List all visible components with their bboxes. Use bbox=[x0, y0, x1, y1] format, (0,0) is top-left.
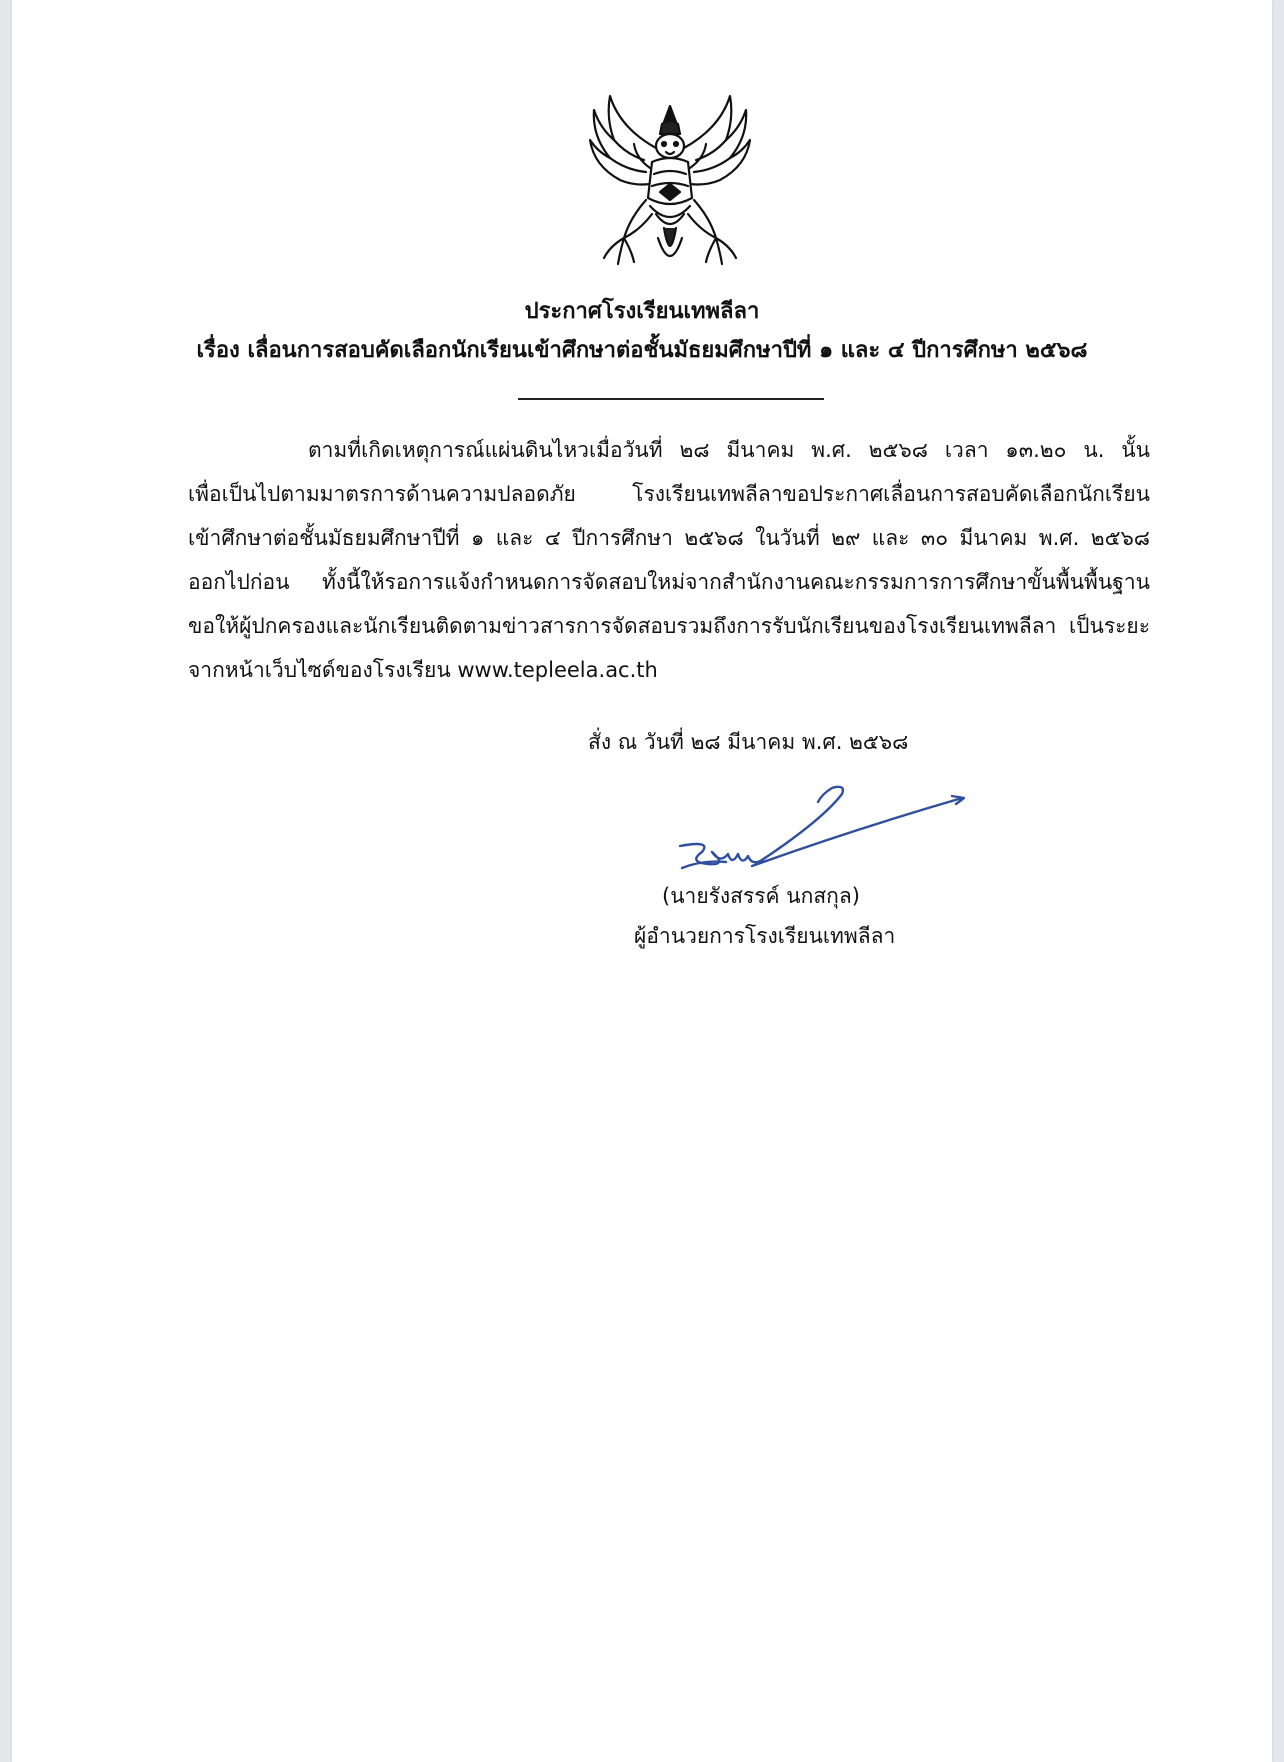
body-line-2: เพื่อเป็นไปตามมาตรการด้านความปลอดภัย โรงเรียนเทพลีลาขอประกาศเลื่อนการสอบคัดเลือกนักเรียน bbox=[188, 482, 1150, 506]
signature-icon bbox=[672, 780, 972, 880]
ordered-date: สั่ง ณ วันที่ ๒๘ มีนาคม พ.ศ. ๒๕๖๘ bbox=[588, 730, 909, 754]
body-line-1: ตามที่เกิดเหตุการณ์แผ่นดินไหวเมื่อวันที่ ๒๘ มีนาคม พ.ศ. ๒๕๖๘ เวลา ๑๓.๒๐ น. นั้น bbox=[308, 438, 1150, 462]
announcement-heading: ประกาศโรงเรียนเทพลีลา bbox=[524, 299, 760, 324]
body-line-5: ขอให้ผู้ปกครองและนักเรียนติดตามข่าวสารการจัดสอบรวมถึงการรับนักเรียนของโรงเรียนเทพลีลา เป็นระยะ bbox=[188, 614, 1150, 638]
garuda-emblem-icon bbox=[580, 88, 760, 278]
announcement-subject: เรื่อง เลื่อนการสอบคัดเลือกนักเรียนเข้าศึกษาต่อชั้นมัธยมศึกษาปีที่ ๑ และ ๔ ปีการศึกษา ๒๕๖๘ bbox=[196, 338, 1088, 363]
body-line-4: ออกไปก่อน ทั้งนี้ให้รอการแจ้งกำหนดการจัดสอบใหม่จากสำนักงานคณะกรรมการการศึกษาขั้นพื้นพื้นฐาน bbox=[188, 570, 1150, 594]
title-divider bbox=[518, 398, 824, 400]
body-line-6: จากหน้าเว็บไซด์ของโรงเรียน www.tepleela.ac.th bbox=[188, 658, 658, 682]
signer-name: (นายรังสรรค์ นกสกุล) bbox=[662, 884, 860, 908]
body-line-3: เข้าศึกษาต่อชั้นมัธยมศึกษาปีที่ ๑ และ ๔ ปีการศึกษา ๒๕๖๘ ในวันที่ ๒๙ และ ๓๐ มีนาคม พ.ศ. ๒๕๖๘ bbox=[188, 526, 1150, 550]
signer-title: ผู้อำนวยการโรงเรียนเทพลีลา bbox=[634, 924, 896, 948]
